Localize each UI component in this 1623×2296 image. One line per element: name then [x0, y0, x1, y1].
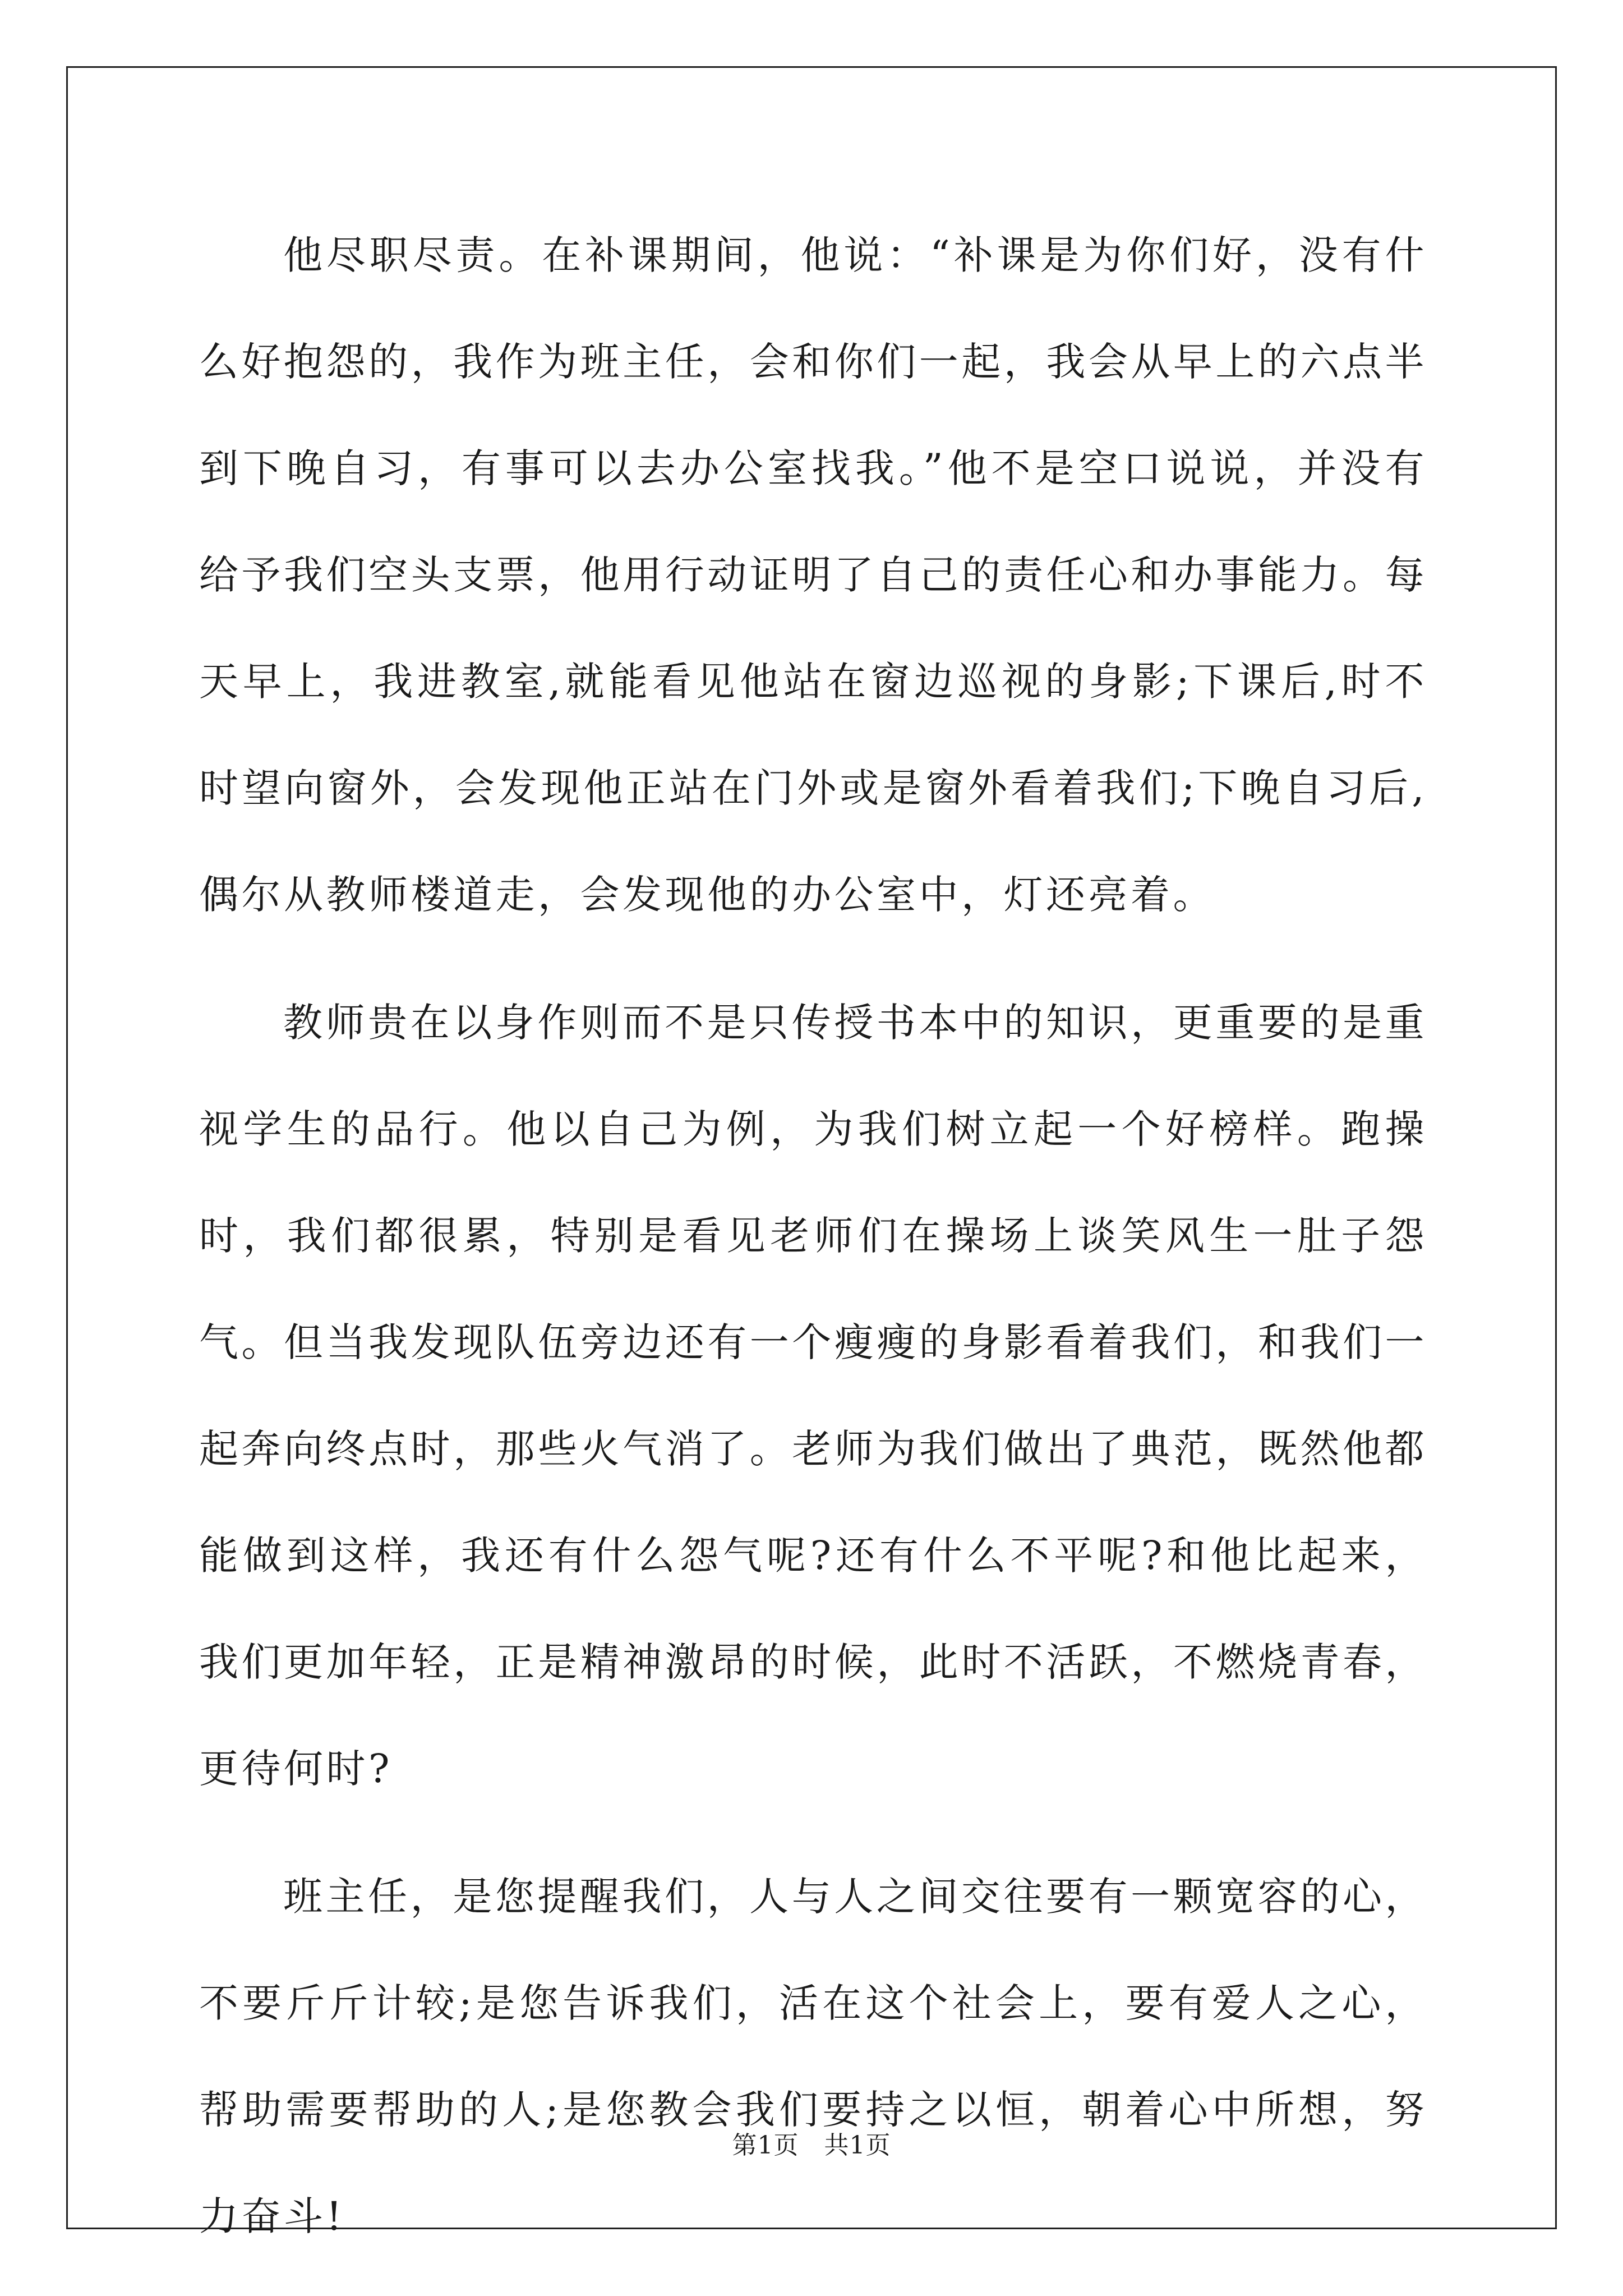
page-number-current: 第1页 [732, 2131, 799, 2160]
paragraph-2: 教师贵在以身作则而不是只传授书本中的知识，更重要的是重视学生的品行。他以自己为例，为我们树立起一个好榜样。跑操时，我们都很累，特别是看见老师们在操场上谈笑风生一肚子怨气。但当我发现队伍旁边还有一个瘦瘦的身影看着我们，和我们一起奔向终点时，那些火气消了。老师为我们做出了典范，既然他都能做到这样，我还有什么怨气呢?还有什么不平呢?和他比起来，我们更加年轻，正是精神激昂的时候，此时不活跃，不燃烧青春，更待何时? [199, 1000, 1427, 1792]
paragraph-1: 他尽职尽责。在补课期间，他说：“补课是为你们好，没有什么好抱怨的，我作为班主任，会和你们一起，我会从早上的六点半到下晚自习，有事可以去办公室找我。”他不是空口说说，并没有给予我们空头支票，他用行动证明了自己的责任心和办事能力。每天早上，我进教室,就能看见他站在窗边巡视的身影;下课后,时不时望向窗外，会发现他正站在门外或是窗外看着我们;下晚自习后,偶尔从教师楼道走，会发现他的办公室中，灯还亮着。 [199, 232, 1427, 918]
paragraph-3: 班主任，是您提醒我们，人与人之间交往要有一颗宽容的心，不要斤斤计较;是您告诉我们，活在这个社会上，要有爱人之心，帮助需要帮助的人;是您教会我们要持之以恒，朝着心中所想，努力奋斗! [199, 1874, 1427, 2239]
page-number-total: 共1页 [824, 2131, 891, 2160]
page-footer [0, 2125, 1623, 2161]
document-body [199, 202, 1427, 2291]
